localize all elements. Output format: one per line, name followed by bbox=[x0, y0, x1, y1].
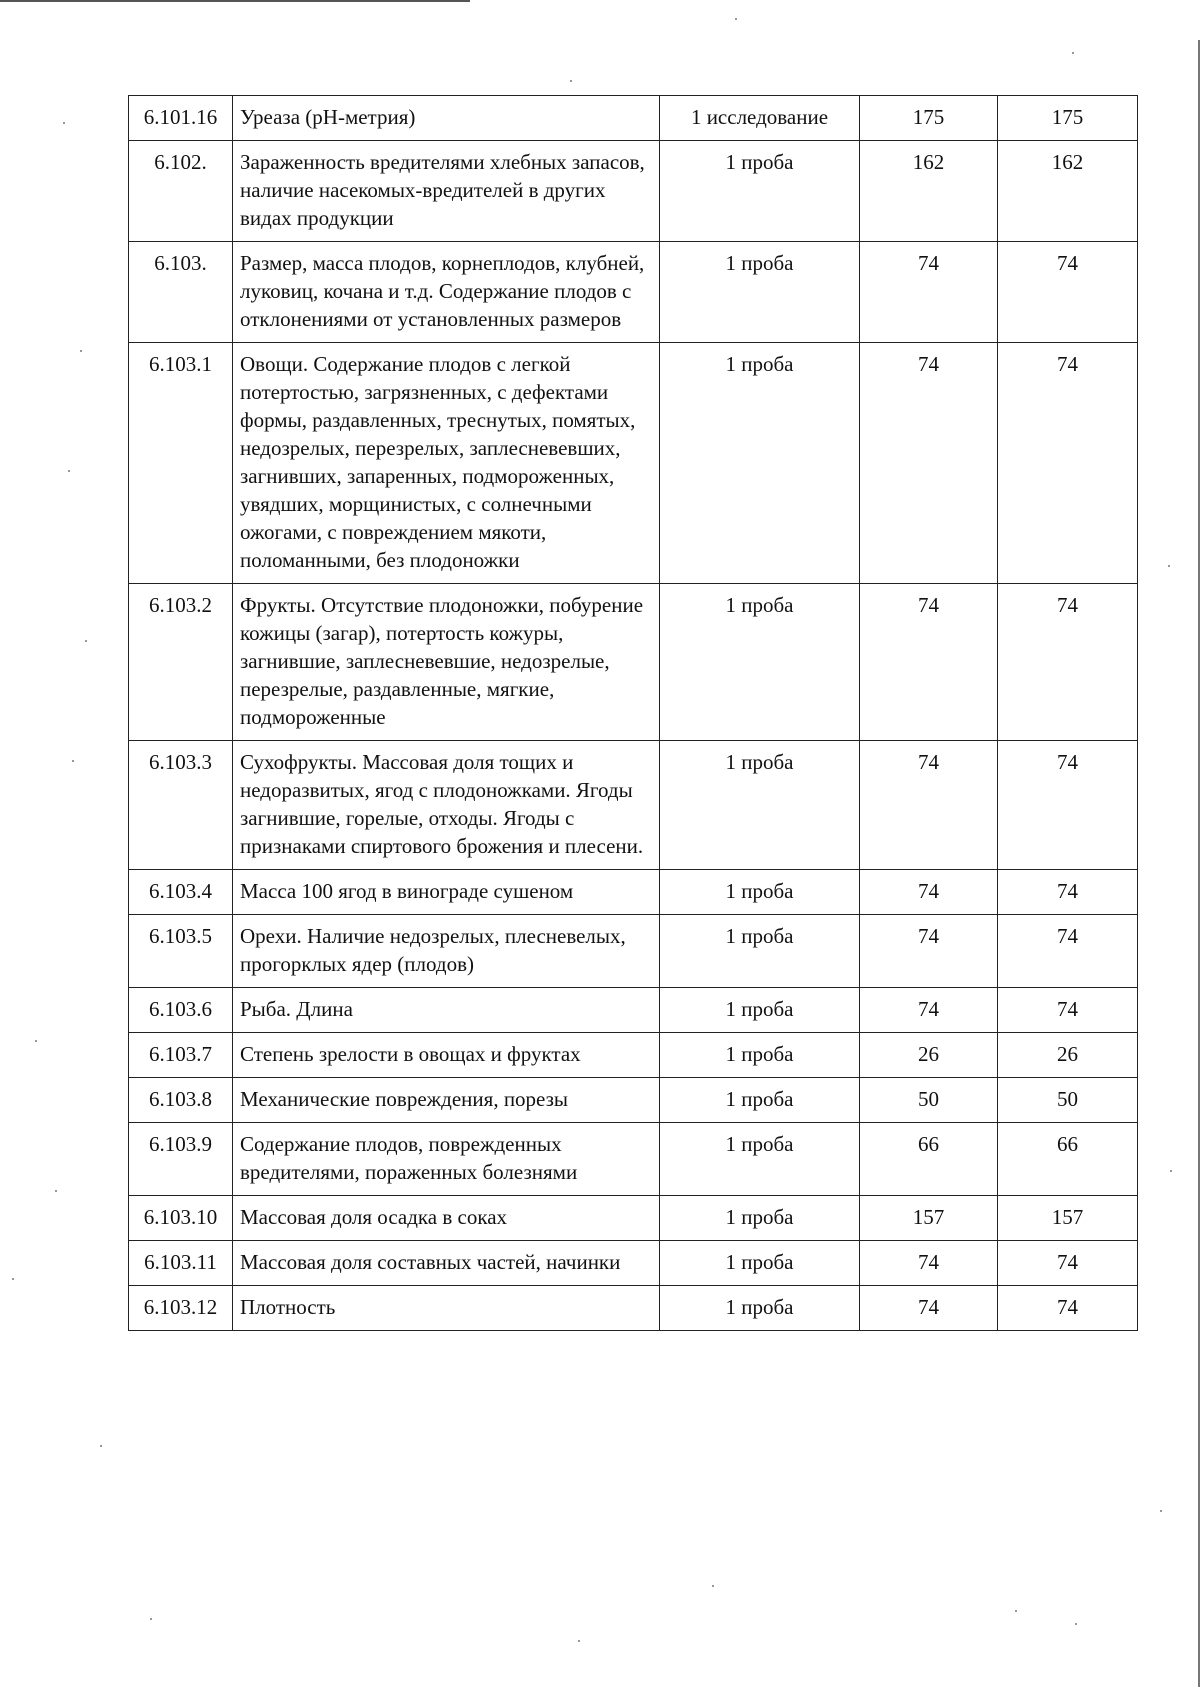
table-row bbox=[129, 870, 1138, 915]
scan-artifact-top-line bbox=[0, 0, 470, 2]
price-cell: 74 bbox=[860, 741, 998, 870]
price-list-table bbox=[128, 95, 1138, 1331]
unit-cell: 1 исследование bbox=[660, 96, 860, 141]
service-name-cell: Овощи. Содержание плодов с легкой потертостью, загрязненных, с дефектами формы, раздавленных, треснутых, помятых, недозрелых, перезрелых, заплесневевших, загнивших, запаренных, подмороженных, увядших, морщинистых, с солнечными ожогами, с повреждением мякоти, поломанными, без плодоножки bbox=[233, 343, 660, 584]
price-with-vat-cell: 74 bbox=[998, 741, 1138, 870]
scan-speck bbox=[570, 80, 572, 82]
table-row bbox=[129, 242, 1138, 343]
price-with-vat-cell: 175 bbox=[998, 96, 1138, 141]
price-with-vat-cell: 74 bbox=[998, 1286, 1138, 1331]
service-name-cell: Орехи. Наличие недозрелых, плесневелых, прогорклых ядер (плодов) bbox=[233, 915, 660, 988]
service-code-cell: 6.103.6 bbox=[129, 988, 233, 1033]
service-code-cell: 6.103.3 bbox=[129, 741, 233, 870]
service-code-cell: 6.103.12 bbox=[129, 1286, 233, 1331]
unit-cell: 1 проба bbox=[660, 584, 860, 741]
table-row bbox=[129, 584, 1138, 741]
price-cell: 74 bbox=[860, 1241, 998, 1286]
service-name-cell: Содержание плодов, поврежденных вредителями, пораженных болезнями bbox=[233, 1123, 660, 1196]
scan-speck bbox=[72, 760, 74, 762]
unit-cell: 1 проба bbox=[660, 1241, 860, 1286]
service-name-cell: Массовая доля осадка в соках bbox=[233, 1196, 660, 1241]
price-with-vat-cell: 74 bbox=[998, 1241, 1138, 1286]
price-with-vat-cell: 66 bbox=[998, 1123, 1138, 1196]
scan-speck bbox=[85, 640, 87, 642]
unit-cell: 1 проба bbox=[660, 1033, 860, 1078]
price-cell: 50 bbox=[860, 1078, 998, 1123]
price-with-vat-cell: 74 bbox=[998, 343, 1138, 584]
price-with-vat-cell: 157 bbox=[998, 1196, 1138, 1241]
service-name-cell: Зараженность вредителями хлебных запасов, наличие насекомых-вредителей в других видах продукции bbox=[233, 141, 660, 242]
unit-cell: 1 проба bbox=[660, 1123, 860, 1196]
table-row bbox=[129, 1033, 1138, 1078]
scan-speck bbox=[1160, 1510, 1162, 1512]
scan-speck bbox=[578, 1640, 580, 1642]
scan-speck bbox=[63, 122, 65, 124]
service-name-cell: Плотность bbox=[233, 1286, 660, 1331]
scan-speck bbox=[1168, 565, 1170, 567]
scan-speck bbox=[1170, 1170, 1172, 1172]
scan-speck bbox=[100, 1445, 102, 1447]
service-name-cell: Фрукты. Отсутствие плодоножки, побурение кожицы (загар), потертость кожуры, загнившие, заплесневевшие, недозрелые, перезрелые, раздавленные, мягкие, подмороженные bbox=[233, 584, 660, 741]
scan-speck bbox=[735, 18, 737, 20]
scan-speck bbox=[68, 470, 70, 472]
service-name-cell: Рыба. Длина bbox=[233, 988, 660, 1033]
table-row bbox=[129, 141, 1138, 242]
unit-cell: 1 проба bbox=[660, 242, 860, 343]
service-code-cell: 6.103.8 bbox=[129, 1078, 233, 1123]
price-cell: 26 bbox=[860, 1033, 998, 1078]
service-name-cell: Механические повреждения, порезы bbox=[233, 1078, 660, 1123]
price-with-vat-cell: 162 bbox=[998, 141, 1138, 242]
price-with-vat-cell: 50 bbox=[998, 1078, 1138, 1123]
service-code-cell: 6.103.5 bbox=[129, 915, 233, 988]
scan-speck bbox=[35, 1040, 37, 1042]
scan-speck bbox=[150, 1618, 152, 1620]
scan-speck bbox=[12, 1278, 14, 1280]
service-code-cell: 6.103.10 bbox=[129, 1196, 233, 1241]
service-name-cell: Размер, масса плодов, корнеплодов, клубней, луковиц, кочана и т.д. Содержание плодов с отклонениями от установленных размеров bbox=[233, 242, 660, 343]
service-code-cell: 6.101.16 bbox=[129, 96, 233, 141]
unit-cell: 1 проба bbox=[660, 741, 860, 870]
unit-cell: 1 проба bbox=[660, 1286, 860, 1331]
service-code-cell: 6.103.11 bbox=[129, 1241, 233, 1286]
service-code-cell: 6.102. bbox=[129, 141, 233, 242]
unit-cell: 1 проба bbox=[660, 141, 860, 242]
unit-cell: 1 проба bbox=[660, 1078, 860, 1123]
price-with-vat-cell: 26 bbox=[998, 1033, 1138, 1078]
service-name-cell: Уреаза (рН-метрия) bbox=[233, 96, 660, 141]
price-cell: 74 bbox=[860, 915, 998, 988]
table-row bbox=[129, 915, 1138, 988]
scan-speck bbox=[712, 1585, 714, 1587]
scan-speck bbox=[1075, 1623, 1077, 1625]
price-cell: 66 bbox=[860, 1123, 998, 1196]
price-cell: 74 bbox=[860, 584, 998, 741]
service-code-cell: 6.103.9 bbox=[129, 1123, 233, 1196]
unit-cell: 1 проба bbox=[660, 343, 860, 584]
price-cell: 162 bbox=[860, 141, 998, 242]
service-name-cell: Степень зрелости в овощах и фруктах bbox=[233, 1033, 660, 1078]
table-body bbox=[129, 96, 1138, 1331]
price-with-vat-cell: 74 bbox=[998, 915, 1138, 988]
price-with-vat-cell: 74 bbox=[998, 988, 1138, 1033]
price-cell: 74 bbox=[860, 1286, 998, 1331]
price-cell: 157 bbox=[860, 1196, 998, 1241]
unit-cell: 1 проба bbox=[660, 915, 860, 988]
service-code-cell: 6.103. bbox=[129, 242, 233, 343]
price-cell: 74 bbox=[860, 988, 998, 1033]
table-row bbox=[129, 988, 1138, 1033]
price-cell: 74 bbox=[860, 242, 998, 343]
service-code-cell: 6.103.2 bbox=[129, 584, 233, 741]
table-row bbox=[129, 96, 1138, 141]
price-cell: 74 bbox=[860, 343, 998, 584]
table-row bbox=[129, 1123, 1138, 1196]
table-row bbox=[129, 1241, 1138, 1286]
table-row bbox=[129, 1286, 1138, 1331]
scan-speck bbox=[80, 350, 82, 352]
service-name-cell: Масса 100 ягод в винограде сушеном bbox=[233, 870, 660, 915]
table-row bbox=[129, 343, 1138, 584]
price-with-vat-cell: 74 bbox=[998, 870, 1138, 915]
scan-speck bbox=[55, 1190, 57, 1192]
service-code-cell: 6.103.1 bbox=[129, 343, 233, 584]
service-code-cell: 6.103.4 bbox=[129, 870, 233, 915]
price-with-vat-cell: 74 bbox=[998, 584, 1138, 741]
unit-cell: 1 проба bbox=[660, 988, 860, 1033]
table-row bbox=[129, 741, 1138, 870]
unit-cell: 1 проба bbox=[660, 1196, 860, 1241]
table-row bbox=[129, 1078, 1138, 1123]
unit-cell: 1 проба bbox=[660, 870, 860, 915]
price-cell: 175 bbox=[860, 96, 998, 141]
price-cell: 74 bbox=[860, 870, 998, 915]
service-code-cell: 6.103.7 bbox=[129, 1033, 233, 1078]
price-with-vat-cell: 74 bbox=[998, 242, 1138, 343]
service-name-cell: Массовая доля составных частей, начинки bbox=[233, 1241, 660, 1286]
table-row bbox=[129, 1196, 1138, 1241]
scan-speck bbox=[1072, 52, 1074, 54]
service-name-cell: Сухофрукты. Массовая доля тощих и недоразвитых, ягод с плодоножками. Ягоды загнившие, горелые, отходы. Ягоды с признаками спиртового брожения и плесени. bbox=[233, 741, 660, 870]
scan-speck bbox=[1015, 1610, 1017, 1612]
